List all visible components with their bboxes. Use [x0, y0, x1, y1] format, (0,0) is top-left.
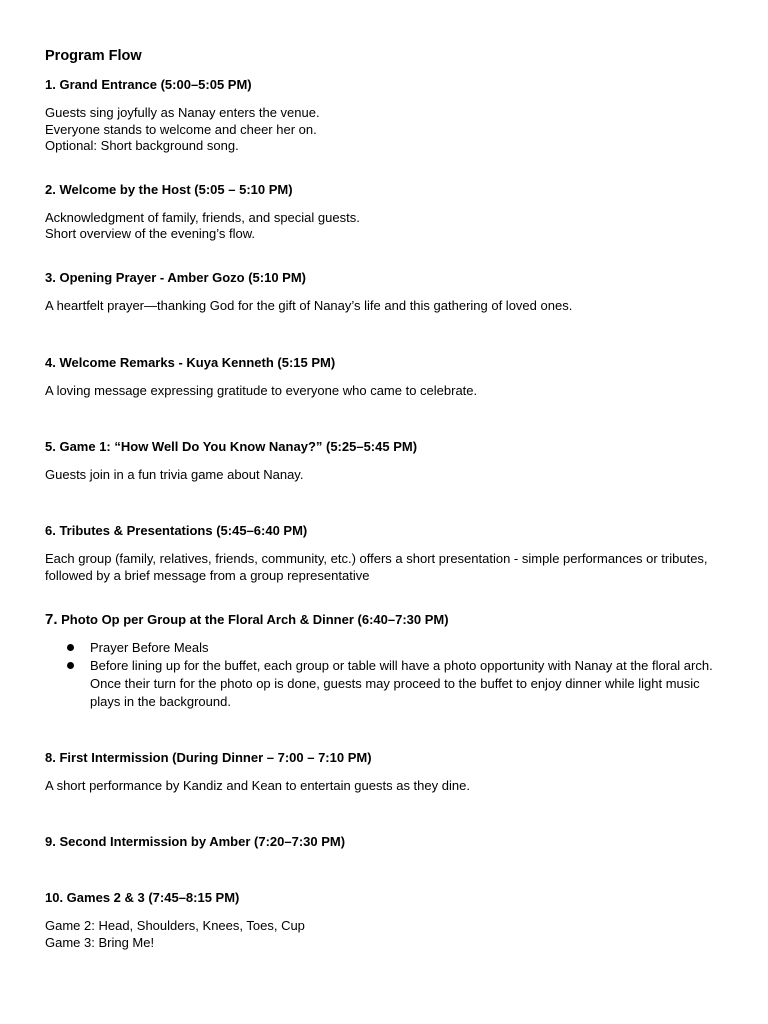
section-7-bullet-2: Before lining up for the buffet, each group or table will have a photo opportunity with Nanay at the floral arch. Once their turn for the photo op is done, guests may proceed to the buffet to enjoy dinner while light music plays in the background.	[90, 658, 713, 709]
section-1-line-3: Optional: Short background song.	[45, 138, 239, 153]
section-9-heading: 9. Second Intermission by Amber (7:20–7:30 PM)	[45, 834, 346, 849]
section-3-heading: 3. Opening Prayer - Amber Gozo (5:10 PM)	[45, 270, 307, 285]
section-4-line-1: A loving message expressing gratitude to everyone who came to celebrate.	[45, 383, 478, 398]
document-title: Program Flow	[45, 48, 142, 64]
section-1-line-2: Everyone stands to welcome and cheer her on.	[45, 122, 317, 137]
section-6-heading: 6. Tributes & Presentations (5:45–6:40 PM)	[45, 523, 308, 538]
section-7-heading-text: Photo Op per Group at the Floral Arch & Dinner (6:40–7:30 PM)	[61, 612, 449, 627]
section-7-bullet-1: Prayer Before Meals	[90, 640, 209, 655]
bullet-dot-icon	[67, 644, 74, 651]
section-3-line-1: A heartfelt prayer—thanking God for the gift of Nanay’s life and this gathering of loved ones.	[45, 298, 573, 313]
section-7-heading-number: 7.	[45, 611, 58, 628]
section-8-heading: 8. First Intermission (During Dinner – 7:00 – 7:10 PM)	[45, 750, 372, 765]
section-7-heading	[45, 611, 449, 628]
section-5-line-1: Guests join in a fun trivia game about Nanay.	[45, 467, 304, 482]
section-6-line-1: Each group (family, relatives, friends, community, etc.) offers a short presentation - simple performances or tributes, followed by a brief message from a group representative	[45, 551, 708, 583]
section-4-heading: 4. Welcome Remarks - Kuya Kenneth (5:15 PM)	[45, 355, 336, 370]
section-8-line-1: A short performance by Kandiz and Kean to entertain guests as they dine.	[45, 778, 470, 793]
section-2-line-2: Short overview of the evening’s flow.	[45, 226, 256, 241]
section-7-bullet-list	[67, 639, 727, 711]
section-1-line-1: Guests sing joyfully as Nanay enters the venue.	[45, 105, 320, 120]
section-5-heading: 5. Game 1: “How Well Do You Know Nanay?” (5:25–5:45 PM)	[45, 439, 418, 454]
section-10-heading: 10. Games 2 & 3 (7:45–8:15 PM)	[45, 890, 240, 905]
list-item	[67, 639, 727, 657]
section-1-heading: 1. Grand Entrance (5:00–5:05 PM)	[45, 77, 252, 92]
section-10-line-2: Game 3: Bring Me!	[45, 935, 155, 950]
section-2-line-1: Acknowledgment of family, friends, and special guests.	[45, 210, 360, 225]
section-10-line-1: Game 2: Head, Shoulders, Knees, Toes, Cup	[45, 918, 305, 933]
bullet-dot-icon	[67, 662, 74, 669]
list-item	[67, 657, 727, 711]
section-2-heading: 2. Welcome by the Host (5:05 – 5:10 PM)	[45, 182, 293, 197]
